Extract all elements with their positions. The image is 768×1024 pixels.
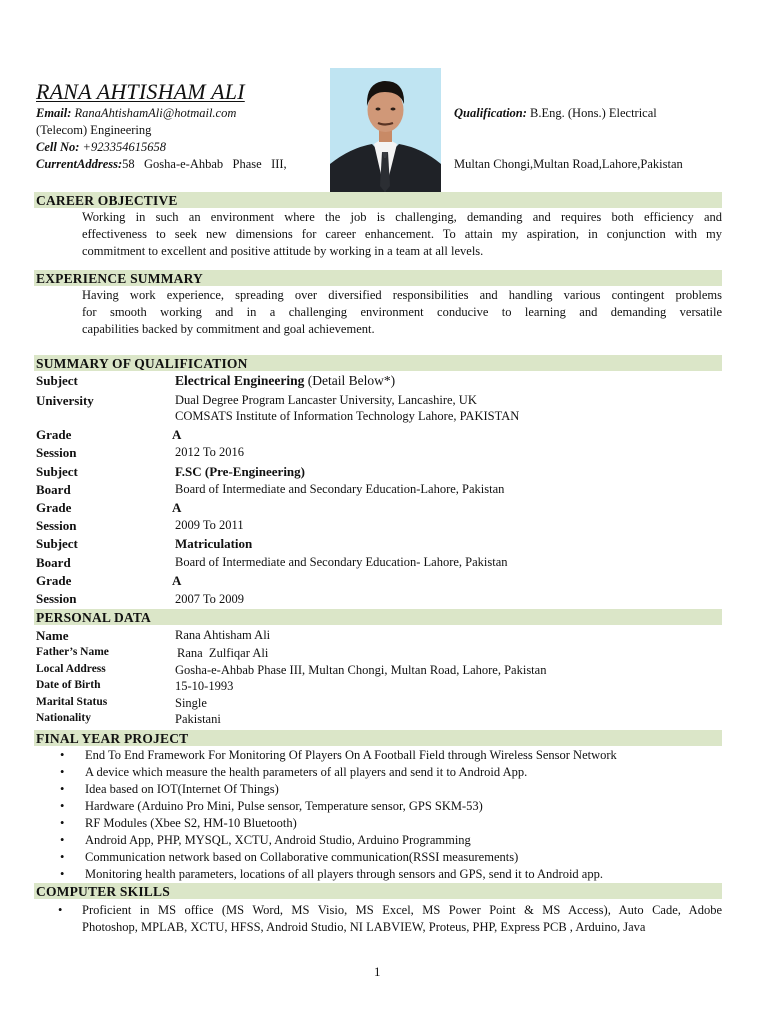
qual-label-subject: Subject bbox=[36, 536, 78, 551]
person-portrait-icon bbox=[330, 68, 441, 192]
section-computer-skills: COMPUTER SKILLS bbox=[34, 883, 722, 899]
section-final-year-project: FINAL YEAR PROJECT bbox=[34, 730, 722, 746]
personal-label-date-of-birth: Date of Birth bbox=[36, 679, 101, 691]
qual-value-session: 2012 To 2016 bbox=[175, 445, 245, 459]
qual-label-session: Session bbox=[36, 445, 77, 460]
personal-value-marital-status: Single bbox=[175, 696, 207, 710]
qual-subject-name: Electrical Engineering bbox=[175, 373, 305, 388]
qual-value-subject bbox=[175, 373, 395, 389]
candidate-name: RANA AHTISHAM ALI bbox=[36, 79, 245, 104]
qual-value-grade: A bbox=[172, 500, 182, 515]
personal-value-nationality: Pakistani bbox=[175, 712, 221, 726]
qualification-value-2: (Telecom) Engineering bbox=[36, 123, 152, 137]
career-line-2: effectiveness to seek new dimensions for career enhancement. To attain my aspiration, in conjunction with my bbox=[82, 226, 722, 241]
bullet-icon: • bbox=[60, 748, 65, 762]
qual-label-grade: Grade bbox=[36, 573, 72, 588]
qual-label-session: Session bbox=[36, 591, 77, 606]
section-career-objective: CAREER OBJECTIVE bbox=[34, 192, 722, 208]
bullet-icon: • bbox=[60, 765, 65, 779]
qual-subject-extra: (Detail Below*) bbox=[304, 373, 396, 388]
personal-label-name: Name bbox=[36, 628, 69, 643]
experience-line-2: for smooth working and in a challenging environment conducive to learning and demanding versatile bbox=[82, 304, 722, 319]
resume-page: RANA AHTISHAM ALI Email: RanaAhtishamAli@hotmail.com Qualification: B.Eng. (Hons.) Electrical (Telecom) Engineering Cell No: +923354615658 CurrentAddress:58 Gosha-e-Ahbab Phase III, Multan Chongi,Multan Road,Lahore,Pakistan CAREER OBJECTIVE Working in such an environment where the job is challenging, demanding and requires both efficiency and effectiveness to seek new dimensions for career enhancement. To attain my aspiration, in conjunction with my commitment to excellent and positive attitude by working in a team at all levels. EXPERIENCE SUMMARY Having work experience, spreading over diversified responsibilities and handling various contingent problems for smooth working and in a challenging environment conducive to learning and demanding versatile capabilities backed by commitment and goal achievement. SUMMARY OF QUALIFICATION Subject Electrical Engineering (Detail Below*) University Dual Degree Program Lancaster University, Lancashire, UK COMSATS Institute of Information Technology Lahore, PAKISTAN Grade A Session 2012 To 2016 Subject F.SC (Pre-Engineering) Board Board of Intermediate and Secondary Education-Lahore, Pakistan Grade A Session 2009 To 2011 Subject Matriculation Board Board of Intermediate and Secondary Education- Lahore, Pakistan Grade A Session 2007 To 2009 PERSONAL DATA Name Rana Ahtisham Ali Father’s Name Rana Zulfiqar Ali Local Address Gosha-e-Ahbab Phase III, Multan Chongi, Multan Road, Lahore, Pakistan Date of Birth 15-10-1993 Marital Status Single Nationality Pakistani FINAL YEAR PROJECT • End To End Framework For Monitoring Of Players On A Football Field through Wireless Sensor Network • A device which measure the health parameters of all players and send it to Android App. • Idea based on IOT(Internet Of Things) • Hardware (Arduino Pro Mini, Pulse sensor, Temperature sensor, GPS SKM-53) • RF Modules (Xbee S2, HM-10 Bluetooth) • Android App, PHP, MYSQL, XCTU, Android Studio, Arduino Programming • Communication network based on Collaborative communication(RSSI measurements) • Monitoring health parameters, locations of all players through sensors and GPS, send it to Android app. COMPUTER SKILLS • Proficient in MS office (MS Word, MS Visio, MS Excel, MS Power Point & MS Access), Auto Cade, Adobe Photoshop, MPLAB, XCTU, HFSS, Android Studio, NI LABVIEW, Proteus, PHP, Express PCB , Arduino, Java 1 bbox=[0, 0, 768, 1024]
personal-label-marital-status: Marital Status bbox=[36, 696, 108, 708]
qualification-line bbox=[454, 105, 657, 122]
cell-line bbox=[36, 139, 166, 156]
profile-photo bbox=[330, 68, 441, 192]
section-experience-summary: EXPERIENCE SUMMARY bbox=[34, 270, 722, 286]
qual-value-session: 2007 To 2009 bbox=[175, 592, 245, 606]
qual-value-subject: Matriculation bbox=[175, 536, 253, 551]
experience-line-3: capabilities backed by commitment and goal achievement. bbox=[82, 321, 375, 336]
personal-label-nationality: Nationality bbox=[36, 712, 91, 724]
cell-label: Cell No: bbox=[36, 140, 80, 154]
address-value-1: 58 Gosha-e-Ahbab Phase III, bbox=[122, 157, 287, 171]
qual-label-grade: Grade bbox=[36, 500, 72, 515]
qual-value-board: Board of Intermediate and Secondary Education- Lahore, Pakistan bbox=[175, 555, 508, 569]
email-value[interactable]: RanaAhtishamAli@hotmail.com bbox=[74, 106, 237, 120]
bullet-icon: • bbox=[60, 833, 65, 847]
personal-value-local-address: Gosha-e-Ahbab Phase III, Multan Chongi, Multan Road, Lahore, Pakistan bbox=[175, 663, 547, 677]
section-summary-of-qualification: SUMMARY OF QUALIFICATION bbox=[34, 355, 722, 371]
email-line bbox=[36, 105, 236, 122]
qual-value-subject: F.SC (Pre-Engineering) bbox=[175, 464, 305, 479]
qual-value-grade: A bbox=[172, 427, 182, 442]
experience-line-1: Having work experience, spreading over diversified responsibilities and handling various contingent problems bbox=[82, 288, 722, 302]
bullet-icon: • bbox=[60, 816, 65, 830]
skills-line-2: Photoshop, MPLAB, XCTU, HFSS, Android Studio, NI LABVIEW, Proteus, PHP, Express PCB , Arduino, Java bbox=[82, 920, 646, 934]
bullet-icon: • bbox=[60, 799, 65, 813]
personal-label-father-name: Father’s Name bbox=[36, 646, 109, 658]
career-line-1: Working in such an environment where the job is challenging, demanding and requires both efficiency and bbox=[82, 210, 722, 224]
personal-value-date-of-birth: 15-10-1993 bbox=[175, 679, 234, 693]
qual-value-university-2: COMSATS Institute of Information Technology Lahore, PAKISTAN bbox=[175, 409, 520, 423]
page-number: 1 bbox=[374, 964, 381, 979]
personal-label-local-address: Local Address bbox=[36, 663, 106, 675]
bullet-icon: • bbox=[60, 867, 65, 881]
qual-value-board: Board of Intermediate and Secondary Education-Lahore, Pakistan bbox=[175, 482, 505, 496]
bullet-icon: • bbox=[58, 903, 63, 917]
skills-line-1: Proficient in MS office (MS Word, MS Visio, MS Excel, MS Power Point & MS Access), Auto Cade, Adobe bbox=[82, 903, 722, 917]
qualification-label: Qualification: bbox=[454, 106, 527, 120]
qual-label-grade: Grade bbox=[36, 427, 72, 442]
address-line bbox=[36, 156, 287, 173]
qual-label-session: Session bbox=[36, 518, 77, 533]
address-label: CurrentAddress: bbox=[36, 157, 123, 171]
qual-label-board: Board bbox=[36, 555, 71, 570]
career-objective-text bbox=[82, 209, 722, 259]
experience-summary-text bbox=[82, 287, 722, 337]
cell-value: +923354615658 bbox=[82, 140, 166, 154]
qual-value-grade: A bbox=[172, 573, 182, 588]
qual-value-university-1: Dual Degree Program Lancaster University, Lancashire, UK bbox=[175, 393, 477, 407]
email-label: Email: bbox=[36, 106, 72, 120]
career-line-3: commitment to excellent and positive attitude by working in a team at all levels. bbox=[82, 243, 484, 258]
address-value-2: Multan Chongi,Multan Road,Lahore,Pakistan bbox=[454, 157, 683, 171]
bullet-icon: • bbox=[60, 850, 65, 864]
qual-label-board: Board bbox=[36, 482, 71, 497]
qual-label-university: University bbox=[36, 393, 94, 408]
qual-label-subject: Subject bbox=[36, 373, 78, 388]
personal-value-name: Rana Ahtisham Ali bbox=[175, 628, 271, 642]
qual-label-subject: Subject bbox=[36, 464, 78, 479]
qual-value-session: 2009 To 2011 bbox=[175, 518, 244, 532]
personal-value-father-name: Rana Zulfiqar Ali bbox=[177, 646, 269, 660]
bullet-icon: • bbox=[60, 782, 65, 796]
qualification-value-1: B.Eng. (Hons.) Electrical bbox=[530, 106, 657, 120]
section-personal-data: PERSONAL DATA bbox=[34, 609, 722, 625]
